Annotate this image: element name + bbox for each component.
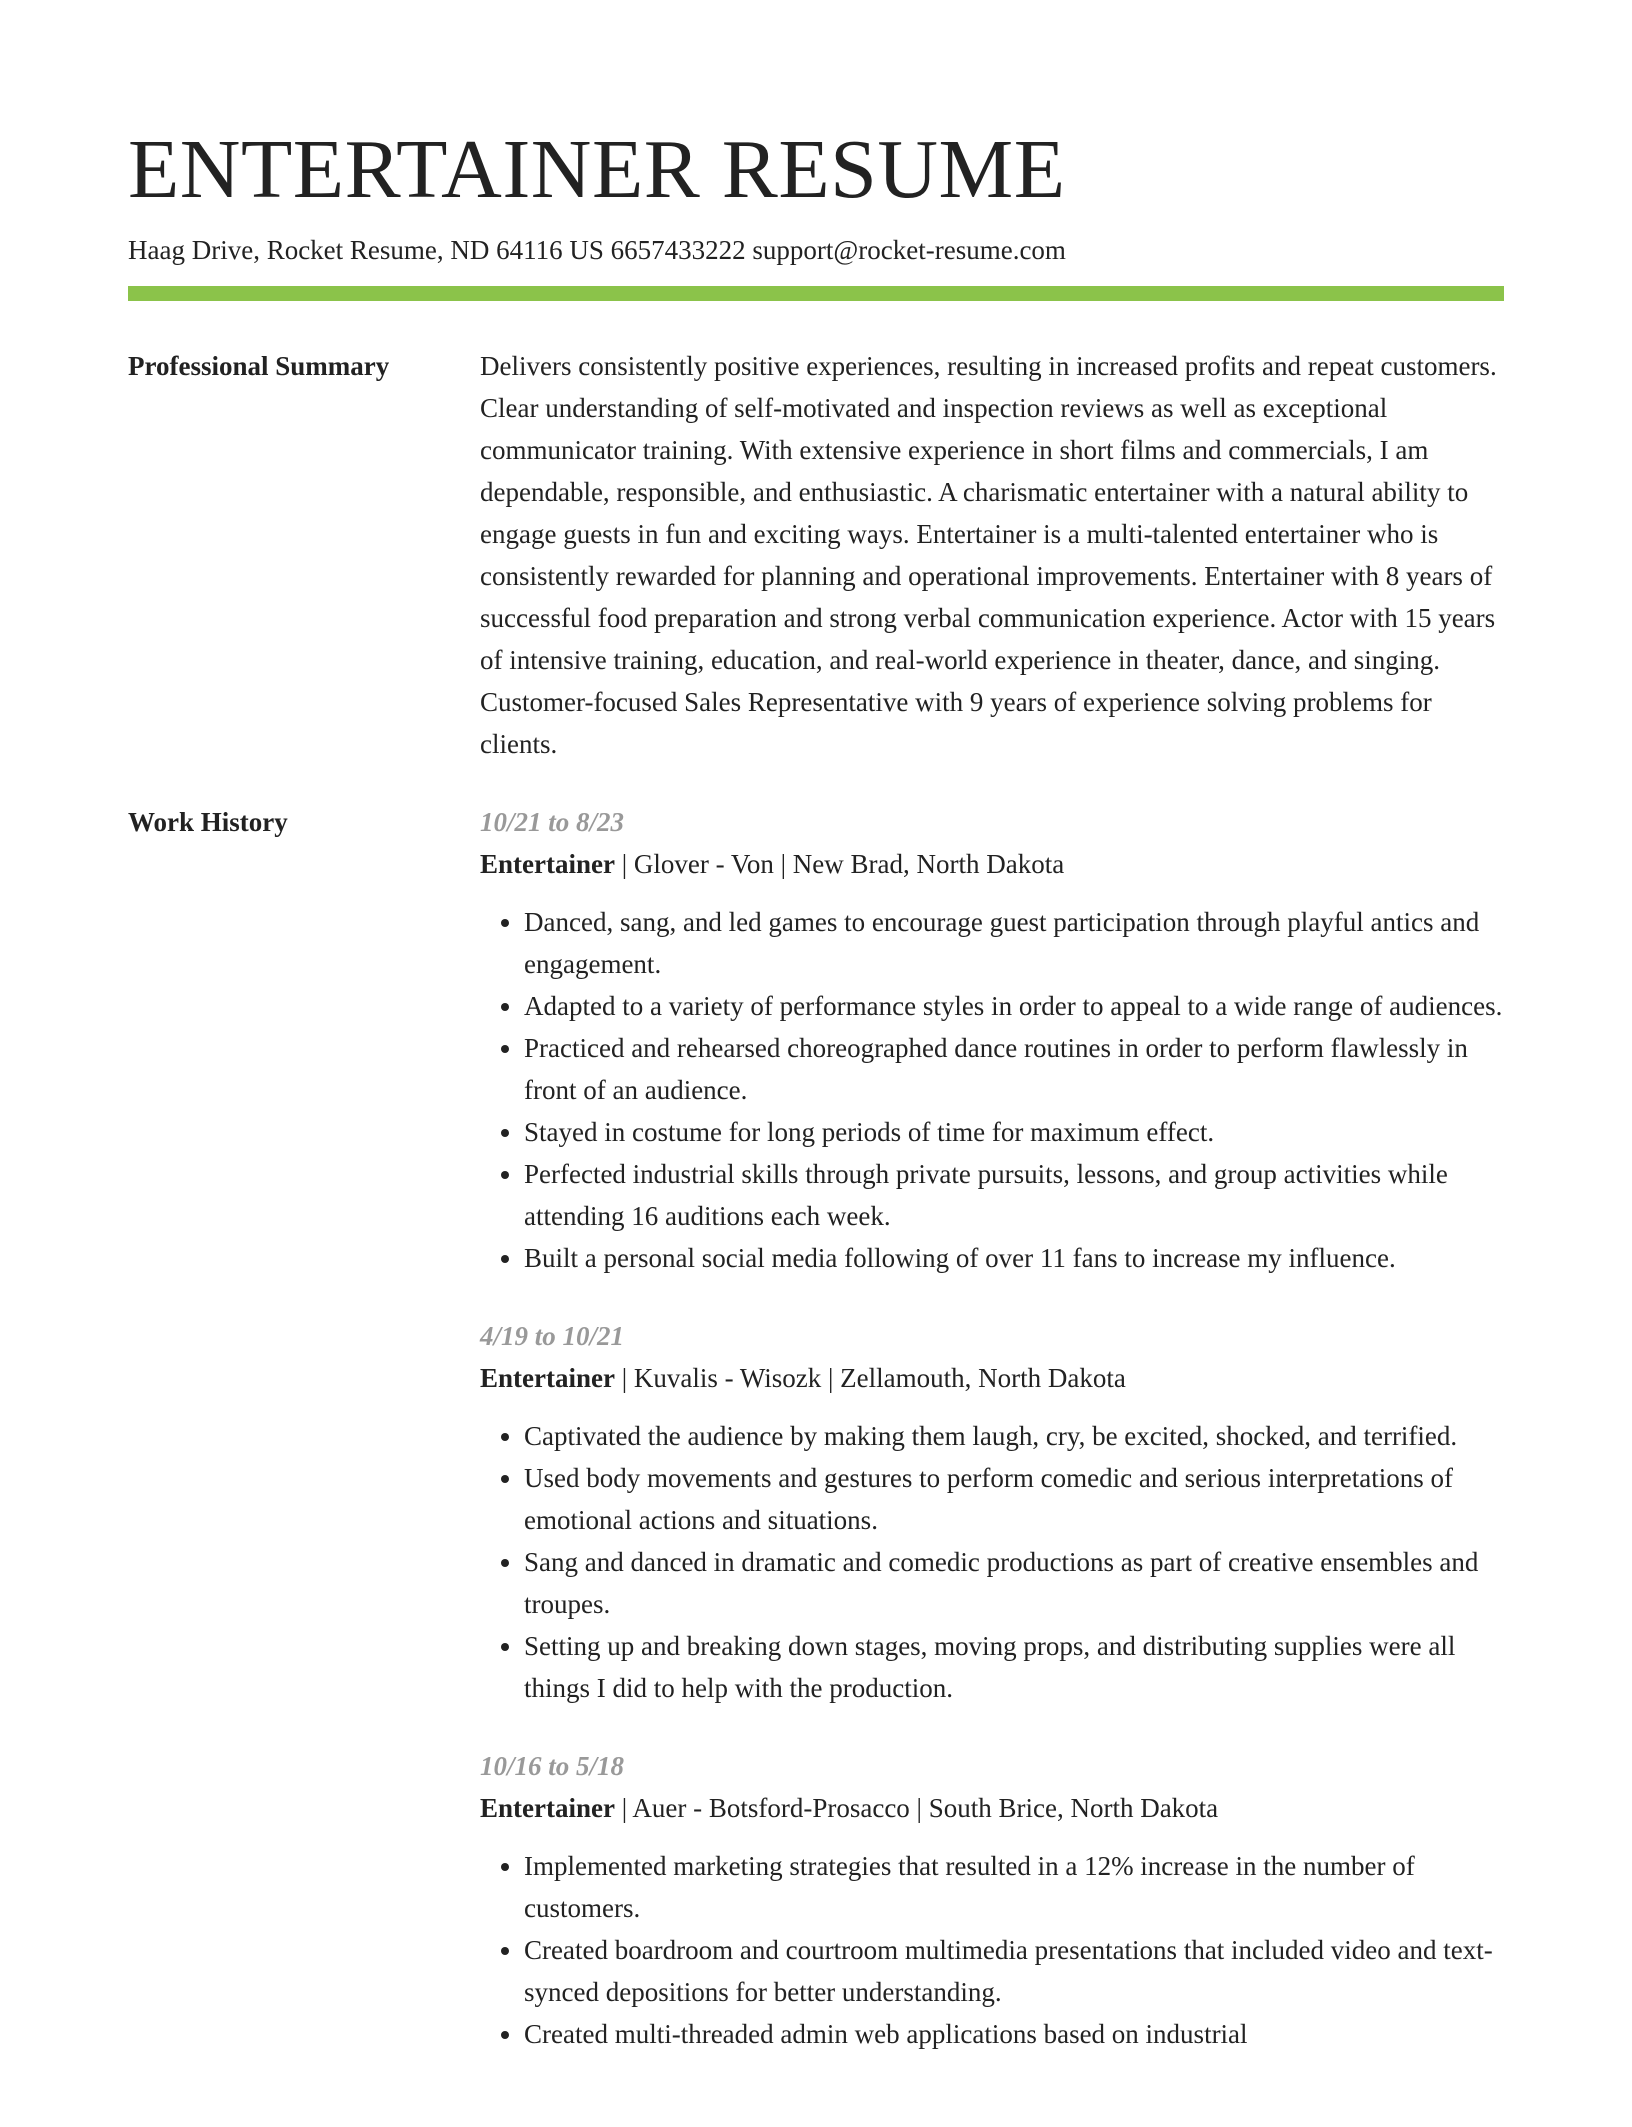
summary-text: Delivers consistently positive experiences, resulting in increased profits and repeat customers. Clear understanding of self-motivated and inspection reviews as well as exceptional communicator training. With extensive experience in short films and commercials, I am dependable, responsible, and enthusiastic. A charismatic entertainer with a natural ability to engage guests in fun and exciting ways. Entertainer is a multi-talented entertainer who is consistently rewarded for planning and operational improvements. Entertainer with 8 years of successful food preparation and strong verbal communication experience. Actor with 15 years of intensive training, education, and real-world experience in theater, dance, and singing. Customer-focused Sales Representative with 9 years of experience solving problems for clients.	[480, 351, 1497, 759]
summary-body	[480, 345, 1504, 765]
job-bullet-list	[480, 1415, 1504, 1709]
job-heading	[480, 1357, 1504, 1399]
job-bullet: • Stayed in costume for long periods of time for maximum effect.	[524, 1111, 1504, 1153]
job-bullet: • Built a personal social media following of over 11 fans to increase my influence.	[524, 1237, 1504, 1279]
job-entry	[480, 1745, 1504, 2055]
job-bullet: • Practiced and rehearsed choreographed dance routines in order to perform flawlessly in front of an audience.	[524, 1027, 1504, 1111]
job-title: Entertainer	[480, 849, 615, 879]
job-heading	[480, 1787, 1504, 1829]
accent-divider	[128, 286, 1504, 301]
section-label-summary: Professional Summary	[128, 351, 390, 381]
job-bullet-list	[480, 901, 1504, 1279]
job-dates: 10/16 to 5/18	[480, 1751, 625, 1781]
resume-title: ENTERTAINER RESUME	[128, 123, 1066, 216]
section-label-work-history: Work History	[128, 807, 288, 837]
work-history-section	[128, 801, 1504, 2091]
job-bullet: • Created boardroom and courtroom multimedia presentations that included video and text-synced depositions for better understanding.	[524, 1929, 1504, 2013]
work-history-body	[480, 801, 1504, 2091]
job-title: Entertainer	[480, 1363, 615, 1393]
job-bullet: • Adapted to a variety of performance styles in order to appeal to a wide range of audiences.	[524, 985, 1504, 1027]
job-entry	[480, 1315, 1504, 1709]
resume-page	[128, 118, 1504, 2127]
job-dates: 10/21 to 8/23	[480, 807, 625, 837]
contact-line: Haag Drive, Rocket Resume, ND 64116 US 6657433222 support@rocket-resume.com	[128, 235, 1066, 265]
job-title: Entertainer	[480, 1793, 615, 1823]
job-bullet-list	[480, 1845, 1504, 2055]
job-bullet: • Captivated the audience by making them laugh, cry, be excited, shocked, and terrified.	[524, 1415, 1504, 1457]
job-bullet: • Sang and danced in dramatic and comedic productions as part of creative ensembles and troupes.	[524, 1541, 1504, 1625]
job-bullet: • Used body movements and gestures to perform comedic and serious interpretations of emotional actions and situations.	[524, 1457, 1504, 1541]
job-bullet: • Perfected industrial skills through private pursuits, lessons, and group activities while attending 16 auditions each week.	[524, 1153, 1504, 1237]
job-heading	[480, 843, 1504, 885]
job-bullet: • Created multi-threaded admin web applications based on industrial	[524, 2013, 1504, 2055]
job-details: | Kuvalis - Wisozk | Zellamouth, North Dakota	[614, 1363, 1126, 1393]
job-details: | Glover - Von | New Brad, North Dakota	[614, 849, 1065, 879]
professional-summary-section	[128, 345, 1504, 765]
job-entry	[480, 801, 1504, 1279]
job-details: | Auer - Botsford-Prosacco | South Brice, North Dakota	[614, 1793, 1219, 1823]
job-bullet: • Implemented marketing strategies that resulted in a 12% increase in the number of customers.	[524, 1845, 1504, 1929]
job-bullet: • Danced, sang, and led games to encourage guest participation through playful antics and engagement.	[524, 901, 1504, 985]
job-dates: 4/19 to 10/21	[480, 1321, 625, 1351]
job-bullet: • Setting up and breaking down stages, moving props, and distributing supplies were all things I did to help with the production.	[524, 1625, 1504, 1709]
